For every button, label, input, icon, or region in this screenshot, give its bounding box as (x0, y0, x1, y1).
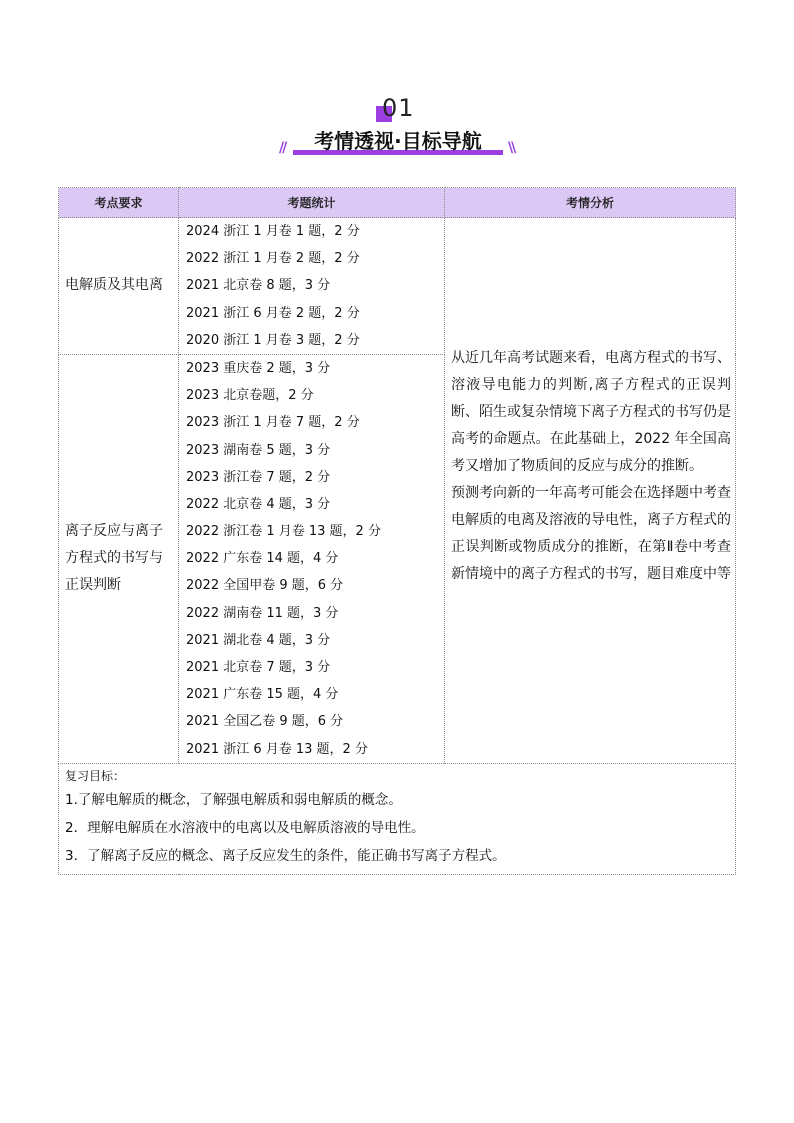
stat-item: 2021 北京卷 7 题，3 分 (186, 660, 331, 675)
stat-item: 2022 浙江 1 月卷 2 题，2 分 (186, 251, 360, 267)
stat-item: 2023 浙江卷 7 题，2 分 (186, 469, 331, 485)
stat-item: 2021 广东卷 15 题，4 分 (186, 687, 339, 703)
stat-item: 2022 湖南卷 11 题，3 分 (186, 605, 339, 621)
column-header-requirement: 考点要求 (59, 188, 179, 218)
stat-item: 2021 湖北卷 4 题，3 分 (186, 632, 331, 648)
section-number: 01 (382, 94, 415, 122)
stat-item: 2022 北京卷 4 题，3 分 (186, 496, 331, 512)
review-goals-label: 复习目标： (65, 768, 126, 783)
review-row (59, 763, 736, 874)
stat-item: 2022 广东卷 14 题，4 分 (186, 551, 339, 567)
stat-item: 2022 浙江卷 1 月卷 13 题，2 分 (186, 524, 381, 540)
analysis-cell (445, 218, 736, 764)
stat-item: 2022 全国甲卷 9 题，6 分 (186, 578, 344, 594)
section-title: 考情透视·目标导航 (314, 129, 482, 153)
stat-item: 2021 浙江 6 月卷 2 题，2 分 (186, 305, 360, 321)
review-goal-item: 1.了解电解质的概念，了解强电解质和弱电解质的概念。 (65, 791, 402, 808)
review-goals-cell (59, 763, 736, 874)
stats-cell (179, 218, 445, 355)
section-header (0, 92, 794, 162)
stat-item: 2021 浙江 6 月卷 13 题，2 分 (186, 741, 368, 757)
left-slash-decoration: // (279, 140, 286, 156)
stat-item: 2023 湖南卷 5 题，3 分 (186, 442, 331, 458)
stat-item: 2021 全国乙卷 9 题，6 分 (186, 714, 344, 730)
stat-item: 2024 浙江 1 月卷 1 题，2 分 (186, 224, 360, 239)
review-goal-item: 2．理解电解质在水溶液中的电离以及电解质溶液的导电性。 (65, 819, 425, 836)
column-header-stats: 考题统计 (179, 188, 445, 218)
stat-item: 2023 重庆卷 2 题，3 分 (186, 360, 331, 376)
column-header-analysis: 考情分析 (445, 188, 736, 218)
exam-analysis-table (58, 187, 736, 875)
requirement-cell: 离子反应与离子方程式的书写与正误判断 (59, 354, 179, 763)
stats-cell (179, 354, 445, 763)
right-slash-decoration: \\ (508, 140, 515, 156)
table-header-row (59, 188, 736, 218)
analysis-paragraph: 预测考向新的一年高考可能会在选择题中考查电解质的电离及溶液的导电性，离子方程式的正误判断或物质成分的推断，在第Ⅱ卷中考查新情境中的离子方程式的书写，题目难度中等 (451, 485, 731, 582)
review-goal-item: 3．了解离子反应的概念、离子反应发生的条件，能正确书写离子方程式。 (65, 847, 506, 864)
table-row (59, 218, 736, 355)
stat-item: 2023 浙江 1 月卷 7 题，2 分 (186, 415, 360, 431)
analysis-paragraph: 从近几年高考试题来看，电离方程式的书写、溶液导电能力的判断,离子方程式的正误判断、陌生或复杂情境下离子方程式的书写仍是高考的命题点。在此基础上，2022 年全国高考又增加了物质间的反应与成分的推断。 (451, 350, 731, 474)
stat-item: 2023 北京卷题，2 分 (186, 388, 314, 404)
stat-item: 2021 北京卷 8 题，3 分 (186, 278, 331, 294)
requirement-cell: 电解质及其电离 (59, 218, 179, 355)
stat-item: 2020 浙江 1 月卷 3 题，2 分 (186, 332, 360, 348)
